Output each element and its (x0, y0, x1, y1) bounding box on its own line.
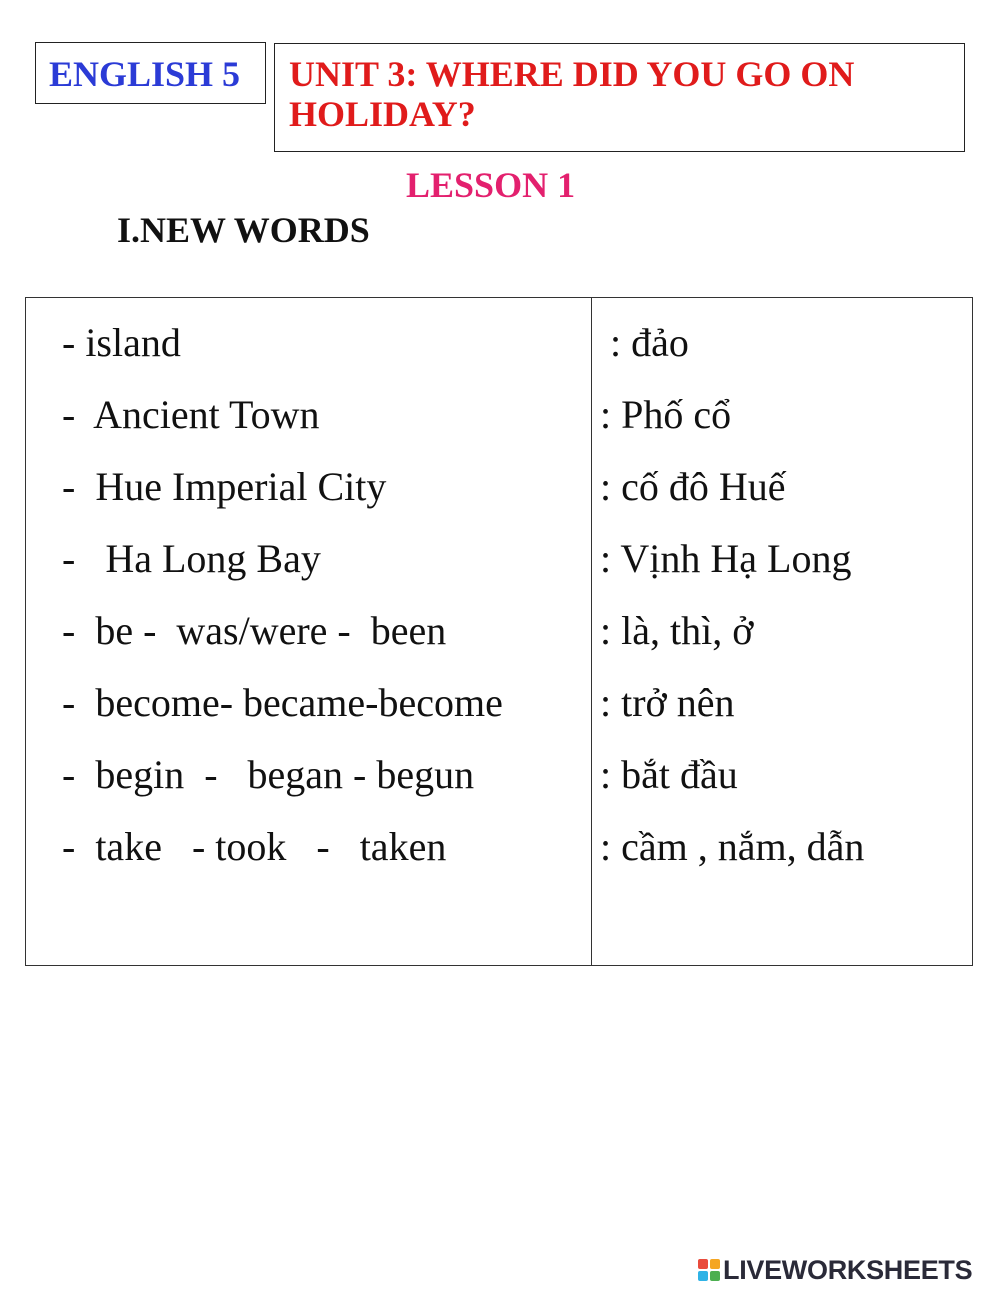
vocab-row (26, 815, 972, 887)
vocab-term: - Hue Imperial City (62, 464, 387, 509)
logo-tile (698, 1259, 708, 1269)
logo-tile (698, 1271, 708, 1281)
vocab-row (26, 311, 972, 383)
vocab-row (26, 383, 972, 455)
vocab-row (26, 527, 972, 599)
vocabulary-table (25, 297, 973, 966)
vocab-meaning: : là, thì, ở (600, 608, 754, 653)
vocab-meaning: : Phố cổ (600, 392, 732, 437)
unit-title-box (274, 43, 965, 152)
logo-tile (710, 1259, 720, 1269)
section-heading: I.NEW WORDS (117, 210, 370, 250)
vocab-term: - island (62, 320, 181, 365)
vocab-meaning: : trở nên (600, 680, 735, 725)
vocab-row (26, 455, 972, 527)
vocab-meaning: : cố đô Huế (600, 464, 786, 509)
vocab-term: - begin - began - begun (62, 752, 475, 797)
vocab-meaning: : Vịnh Hạ Long (600, 536, 852, 581)
vocab-row (26, 743, 972, 815)
vocab-row (26, 671, 972, 743)
subject-title: ENGLISH 5 (49, 54, 241, 94)
liveworksheets-logo-icon (698, 1259, 720, 1281)
vocab-term: - Ha Long Bay (62, 536, 321, 581)
vocab-term: - Ancient Town (62, 392, 320, 437)
brand-text: LIVEWORKSHEETS (723, 1254, 973, 1285)
vocab-term: - become- became-become (62, 680, 503, 725)
vocab-meaning: : bắt đầu (600, 752, 738, 797)
lesson-title: LESSON 1 (406, 165, 576, 205)
vocab-meaning: : đảo (600, 320, 689, 365)
unit-title: UNIT 3: WHERE DID YOU GO ON HOLIDAY? (289, 54, 855, 134)
logo-tile (710, 1271, 720, 1281)
vocab-term: - be - was/were - been (62, 608, 447, 653)
vocab-row (26, 599, 972, 671)
vocab-term: - take - took - taken (62, 824, 447, 869)
liveworksheets-branding (698, 1255, 972, 1285)
vocab-meaning: : cầm , nắm, dẫn (600, 824, 865, 869)
subject-box (35, 42, 266, 104)
